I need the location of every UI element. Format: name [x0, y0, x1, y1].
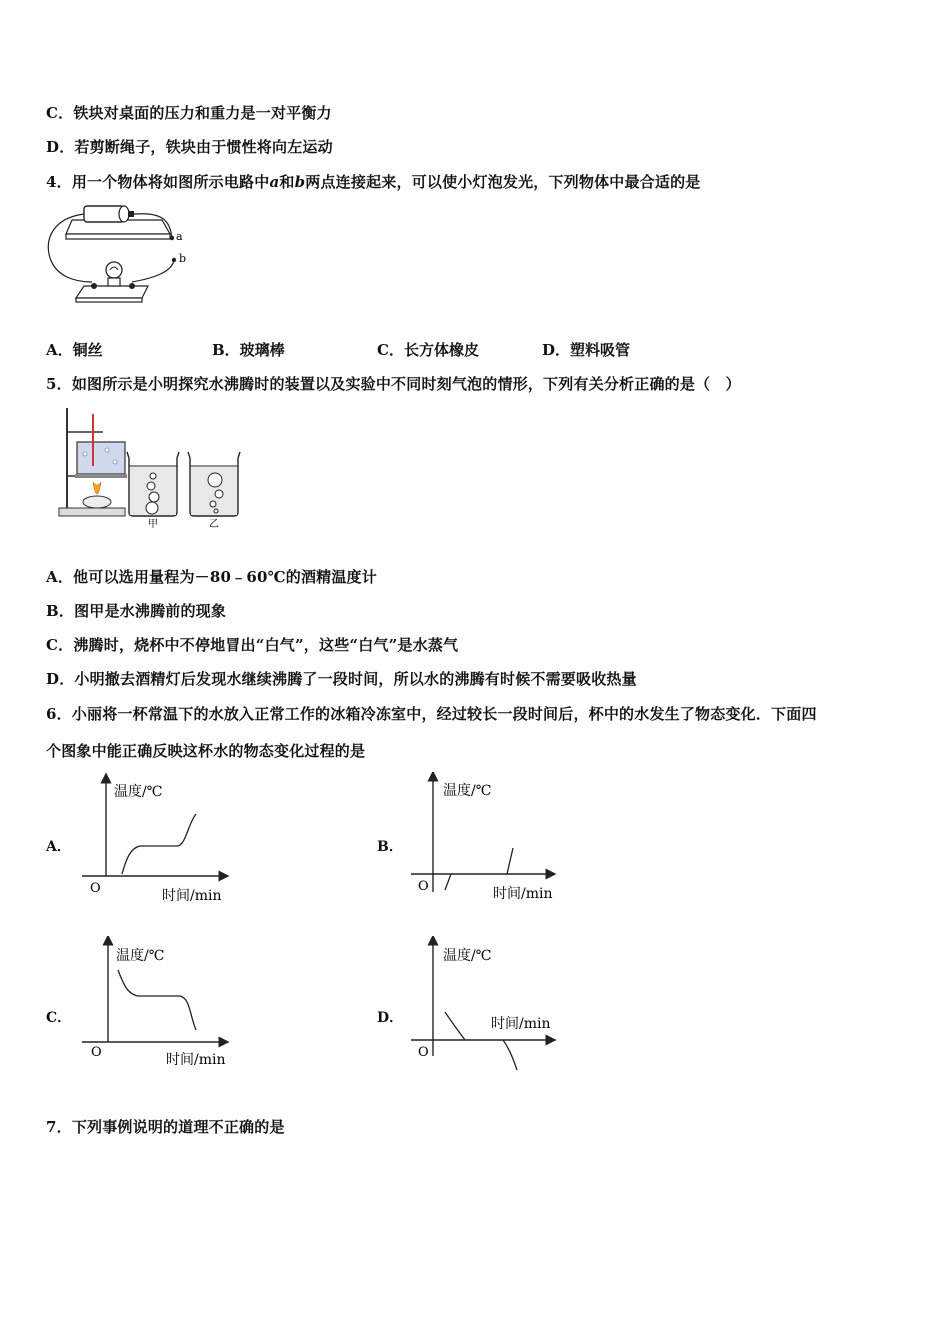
q6-graph-c-curve	[118, 970, 196, 1030]
q5-option-c: C．沸腾时，烧杯中不停地冒出“白气”，这些“白气”是水蒸气	[46, 636, 459, 654]
q6-graph-d-y-axis: 温度/℃	[443, 948, 492, 964]
q6-graph-b-y-axis: 温度/℃	[443, 783, 492, 799]
q4-stem-part1: 4．用一个物体将如图所示电路中	[46, 173, 270, 191]
q5-option-b: B．图甲是水沸腾前的现象	[46, 602, 227, 620]
q4-option-c: C．长方体橡皮	[377, 341, 479, 359]
q6-graph-b-curve	[445, 848, 513, 890]
q6-graph-d-label: D．	[377, 1010, 404, 1026]
q4-var-b: b	[294, 173, 306, 191]
q6-graph-d-x-axis: 时间/min	[491, 1016, 551, 1032]
q4-circuit-figure	[44, 198, 204, 310]
q6-graph-a-curve	[122, 814, 196, 874]
q6-graph-c-x-axis: 时间/min	[166, 1052, 226, 1068]
q6-graph-c-y-axis: 温度/℃	[116, 948, 165, 964]
q6-graph-c	[74, 936, 244, 1072]
q4-fig-label-a: a	[176, 230, 183, 243]
q4-stem-part2: 和	[279, 173, 295, 191]
q6-graph-b-label: B．	[377, 839, 403, 855]
q4-option-b: B．玻璃棒	[212, 341, 285, 359]
q5-fig-label-yi: 乙	[209, 519, 219, 530]
q6-graph-b-origin: O	[418, 879, 429, 894]
q4-stem-part3: 两点连接起来，可以使小灯泡发光，下列物体中最合适的是	[305, 173, 701, 191]
q4-fig-label-b: b	[179, 252, 187, 265]
q6-graph-c-origin: O	[91, 1045, 102, 1060]
q7-stem: 7．下列事例说明的道理不正确的是	[46, 1118, 285, 1136]
q5-option-d: D．小明撤去酒精灯后发现水继续沸腾了一段时间，所以水的沸腾有时候不需要吸收热量	[46, 670, 637, 688]
q4-option-d: D．塑料吸管	[542, 341, 631, 359]
q6-graph-a-x-axis: 时间/min	[162, 888, 222, 904]
q4-stem	[46, 171, 700, 192]
q6-graph-d-origin: O	[418, 1045, 429, 1060]
q5-stem: 5．如图所示是小明探究水沸腾时的装置以及实验中不同时刻气泡的情形，下列有关分析正确的是（ ）	[46, 375, 741, 393]
q4-option-a: A．铜丝	[46, 341, 103, 359]
q6-graph-b	[405, 772, 575, 908]
q4-var-a: a	[269, 173, 280, 191]
q6-stem-line2: 个图象中能正确反映这杯水的物态变化过程的是	[46, 742, 366, 760]
q6-graph-a	[74, 772, 244, 908]
q6-graph-a-y-axis: 温度/℃	[114, 784, 163, 800]
q5-option-a: A．他可以选用量程为－80﹣60℃的酒精温度计	[46, 568, 377, 586]
q6-graph-a-origin: O	[90, 881, 101, 896]
q6-graph-d	[405, 936, 575, 1072]
q6-graph-b-x-axis: 时间/min	[493, 886, 553, 902]
q3-option-d: D．若剪断绳子，铁块由于惯性将向左运动	[46, 138, 333, 156]
q5-boiling-figure	[55, 404, 250, 530]
q6-graph-c-label: C．	[46, 1010, 72, 1026]
q6-graph-a-label: A．	[46, 839, 71, 855]
q5-fig-label-jia: 甲	[148, 519, 158, 530]
q6-stem-line1: 6．小丽将一杯常温下的水放入正常工作的冰箱冷冻室中，经过较长一段时间后，杯中的水发生了物态变化．下面四	[46, 705, 817, 723]
q3-option-c: C．铁块对桌面的压力和重力是一对平衡力	[46, 104, 332, 122]
